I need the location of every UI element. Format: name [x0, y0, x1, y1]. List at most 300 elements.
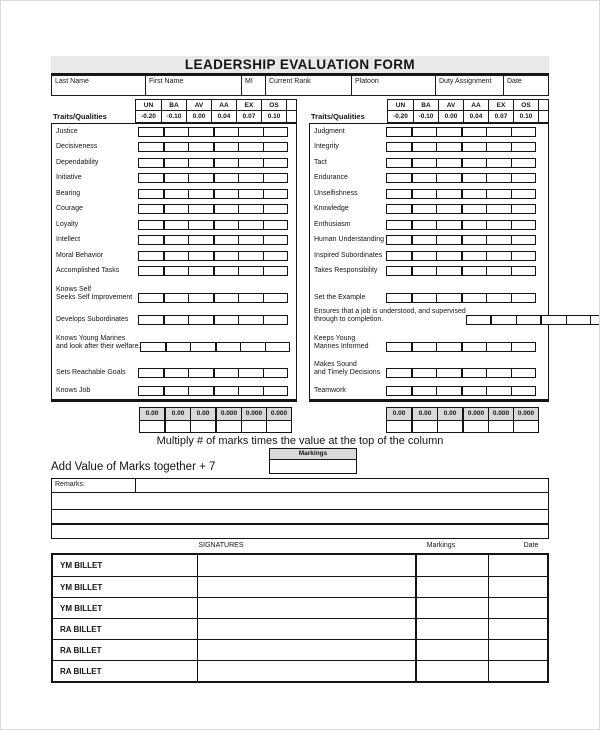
mark-cell[interactable]	[411, 343, 437, 351]
trait-label	[310, 159, 386, 171]
mark-cell[interactable]	[436, 128, 461, 136]
mark-cell[interactable]	[461, 159, 487, 167]
traits-table	[51, 123, 297, 402]
mark-cell[interactable]	[238, 387, 263, 395]
mark-cell[interactable]	[188, 205, 213, 213]
mark-cell[interactable]	[436, 221, 461, 229]
totals-entry-row	[387, 420, 538, 432]
rating-column-header: OS	[261, 100, 286, 110]
signature-row	[53, 660, 547, 681]
signature-cell[interactable]	[198, 555, 417, 576]
mark-cell[interactable]	[238, 128, 263, 136]
mark-cell[interactable]	[163, 190, 189, 198]
mark-cell[interactable]	[263, 205, 288, 213]
mark-cell[interactable]	[387, 343, 411, 351]
date-cell[interactable]	[489, 640, 547, 660]
mark-cell[interactable]	[165, 343, 191, 351]
mark-cell[interactable]	[511, 236, 536, 244]
mark-cell[interactable]	[238, 369, 263, 377]
mark-cell[interactable]	[263, 387, 288, 395]
trait-label	[310, 236, 386, 248]
mark-cell[interactable]	[163, 387, 189, 395]
mark-cell[interactable]	[411, 159, 437, 167]
mark-cell[interactable]	[387, 159, 411, 167]
mark-cell[interactable]	[411, 369, 437, 377]
mark-cell[interactable]	[213, 316, 239, 324]
rating-column-value: 0.10	[513, 111, 538, 122]
mark-cell[interactable]	[516, 316, 541, 324]
total-entry-cell[interactable]	[140, 421, 164, 432]
mark-cell[interactable]	[461, 190, 487, 198]
mark-cell[interactable]	[436, 252, 461, 260]
mark-cell[interactable]	[486, 190, 511, 198]
header-fields-row	[51, 75, 549, 96]
mark-cell[interactable]	[188, 252, 213, 260]
mark-cell[interactable]	[436, 190, 461, 198]
markings-cell[interactable]	[417, 661, 489, 681]
mark-cell[interactable]	[461, 267, 487, 275]
mark-cell[interactable]	[387, 252, 411, 260]
mark-cell[interactable]	[263, 369, 288, 377]
total-value-cell: 0.00	[140, 408, 164, 420]
totals-value-row	[140, 408, 291, 420]
mark-cell[interactable]	[163, 143, 189, 151]
trait-label-line: Knows Young Marines	[56, 335, 126, 342]
mark-cell[interactable]	[238, 267, 263, 275]
signature-cell[interactable]	[198, 661, 417, 681]
rating-column-header: AA	[211, 100, 236, 110]
add-value-row	[51, 448, 549, 475]
remarks-line[interactable]	[52, 525, 548, 538]
trait-label-line: Tact	[314, 158, 327, 166]
rating-column-value: 0.10	[261, 111, 286, 122]
rating-column-header: EX	[236, 100, 261, 110]
mark-cell[interactable]	[486, 205, 511, 213]
mark-cell[interactable]	[411, 267, 437, 275]
mark-cell[interactable]	[163, 369, 189, 377]
mark-cell[interactable]	[139, 128, 163, 136]
mark-cell[interactable]	[461, 143, 487, 151]
date-header-label: Date	[523, 542, 539, 549]
rating-column-value: 0.07	[488, 111, 513, 122]
mark-cell[interactable]	[213, 159, 239, 167]
total-entry-cell[interactable]	[241, 421, 266, 432]
mark-cell[interactable]	[411, 174, 437, 182]
mark-cell[interactable]	[163, 294, 189, 302]
mark-cell[interactable]	[238, 159, 263, 167]
mark-cell[interactable]	[263, 143, 288, 151]
mark-cell[interactable]	[461, 343, 487, 351]
mark-cell[interactable]	[163, 128, 189, 136]
field-label: MI	[245, 78, 253, 85]
mark-cell[interactable]	[387, 128, 411, 136]
mark-cell[interactable]	[486, 236, 511, 244]
mark-cell[interactable]	[213, 294, 239, 302]
header-field-date[interactable]	[504, 75, 549, 96]
mark-cell[interactable]	[215, 343, 241, 351]
signature-cell[interactable]	[198, 619, 417, 639]
mark-cell[interactable]	[411, 128, 437, 136]
mark-cell[interactable]	[511, 128, 536, 136]
mark-cell[interactable]	[490, 316, 516, 324]
mark-cell[interactable]	[387, 143, 411, 151]
mark-cell[interactable]	[461, 128, 487, 136]
trait-label-line: Bearing	[56, 189, 81, 197]
mark-cell[interactable]	[163, 267, 189, 275]
total-entry-cell[interactable]	[462, 421, 488, 432]
trait-label	[310, 174, 386, 186]
mark-cell[interactable]	[213, 236, 239, 244]
mark-cell[interactable]	[139, 221, 163, 229]
header-field-platoon[interactable]	[352, 75, 436, 96]
mark-cell[interactable]	[263, 267, 288, 275]
total-entry-cell[interactable]	[164, 421, 190, 432]
trait-label-line: Intellect	[56, 236, 81, 243]
mark-strip	[138, 235, 288, 245]
mark-cell[interactable]	[139, 205, 163, 213]
signature-row	[53, 576, 547, 597]
mark-cell[interactable]	[240, 343, 265, 351]
mark-cell[interactable]	[387, 221, 411, 229]
total-value-cell: 0.00	[190, 408, 215, 420]
leadership-evaluation-form	[51, 56, 549, 683]
rating-header	[51, 99, 297, 123]
signature-cell[interactable]	[198, 577, 417, 597]
trait-row	[310, 306, 548, 328]
mark-cell[interactable]	[238, 316, 263, 324]
mark-cell[interactable]	[163, 221, 189, 229]
mark-cell[interactable]	[511, 369, 536, 377]
mark-strip	[138, 142, 288, 152]
mark-cell[interactable]	[141, 343, 165, 351]
trait-label-line: Takes Responsibility	[314, 267, 378, 274]
mark-strip	[466, 315, 600, 325]
mark-cell[interactable]	[213, 128, 239, 136]
rating-column-header: BA	[161, 100, 186, 110]
mark-cell[interactable]	[188, 387, 213, 395]
mark-cell[interactable]	[139, 190, 163, 198]
mark-cell[interactable]	[188, 174, 213, 182]
mark-cell[interactable]	[263, 236, 288, 244]
trait-label-line: Develops Subordinates	[56, 316, 129, 323]
date-cell[interactable]	[489, 555, 547, 576]
field-label: Date	[507, 78, 522, 85]
mark-cell[interactable]	[461, 174, 487, 182]
mark-cell[interactable]	[163, 159, 189, 167]
mark-cell[interactable]	[486, 252, 511, 260]
markings-cell[interactable]	[417, 619, 489, 639]
mark-cell[interactable]	[238, 205, 263, 213]
trait-label-line: Marines Informed	[314, 343, 369, 350]
mark-cell[interactable]	[436, 143, 461, 151]
mark-cell[interactable]	[139, 316, 163, 324]
header-field-first-name[interactable]	[146, 75, 242, 96]
mark-cell[interactable]	[511, 174, 536, 182]
mark-strip	[386, 127, 536, 137]
mark-cell[interactable]	[163, 316, 189, 324]
mark-cell[interactable]	[188, 236, 213, 244]
mark-cell[interactable]	[486, 343, 511, 351]
mark-cell[interactable]	[139, 294, 163, 302]
trait-label	[310, 205, 386, 217]
header-field-duty-assignment[interactable]	[436, 75, 504, 96]
rating-column-header: AV	[186, 100, 211, 110]
mark-cell[interactable]	[238, 143, 263, 151]
mark-cell[interactable]	[139, 252, 163, 260]
remarks-line[interactable]	[52, 493, 548, 510]
mark-cell[interactable]	[511, 205, 536, 213]
total-entry-cell[interactable]	[215, 421, 241, 432]
mark-cell[interactable]	[163, 205, 189, 213]
mark-cell[interactable]	[436, 267, 461, 275]
mark-cell[interactable]	[139, 369, 163, 377]
total-entry-cell[interactable]	[266, 421, 291, 432]
mark-cell[interactable]	[486, 221, 511, 229]
field-label: Last Name	[55, 78, 89, 85]
trait-label	[52, 205, 138, 217]
mark-cell[interactable]	[411, 252, 437, 260]
mark-cell[interactable]	[263, 128, 288, 136]
mark-cell[interactable]	[461, 294, 487, 302]
mark-cell[interactable]	[238, 252, 263, 260]
mark-cell[interactable]	[511, 294, 536, 302]
rating-column-header: UN	[143, 102, 154, 109]
mark-cell[interactable]	[436, 205, 461, 213]
mark-cell[interactable]	[139, 236, 163, 244]
mark-cell[interactable]	[139, 267, 163, 275]
mark-cell[interactable]	[213, 387, 239, 395]
mark-cell[interactable]	[263, 294, 288, 302]
mark-cell[interactable]	[511, 343, 536, 351]
totals-entry-row	[140, 420, 291, 432]
date-cell[interactable]	[489, 661, 547, 681]
mark-cell[interactable]	[188, 143, 213, 151]
mark-cell[interactable]	[461, 236, 487, 244]
mark-cell[interactable]	[238, 294, 263, 302]
markings-cell[interactable]	[417, 640, 489, 660]
mark-strip	[386, 235, 536, 245]
mark-cell[interactable]	[387, 205, 411, 213]
mark-cell[interactable]	[436, 387, 461, 395]
mark-cell[interactable]	[188, 190, 213, 198]
trait-row	[310, 217, 548, 233]
signature-row	[53, 639, 547, 660]
trait-row	[52, 233, 296, 249]
mark-cell[interactable]	[213, 267, 239, 275]
mark-cell[interactable]	[461, 387, 487, 395]
mark-cell[interactable]	[486, 294, 511, 302]
mark-cell[interactable]	[436, 343, 461, 351]
mark-cell[interactable]	[411, 205, 437, 213]
mark-cell[interactable]	[263, 221, 288, 229]
markings-cell[interactable]	[417, 598, 489, 618]
mark-cell[interactable]	[213, 190, 239, 198]
header-field-current-rank[interactable]	[266, 75, 352, 96]
mark-cell[interactable]	[436, 159, 461, 167]
mark-cell[interactable]	[566, 316, 591, 324]
mark-cell[interactable]	[436, 294, 461, 302]
mark-cell[interactable]	[188, 221, 213, 229]
mark-cell[interactable]	[461, 221, 487, 229]
markings-cell[interactable]	[417, 577, 489, 597]
total-value-cell: 0.000	[488, 408, 513, 420]
mark-cell[interactable]	[387, 369, 411, 377]
mark-cell[interactable]	[511, 190, 536, 198]
mark-cell[interactable]	[139, 143, 163, 151]
mark-cell[interactable]	[411, 221, 437, 229]
rating-column-header: UN	[395, 102, 406, 109]
mark-cell[interactable]	[139, 159, 163, 167]
mark-cell[interactable]	[486, 387, 511, 395]
mark-cell[interactable]	[190, 343, 215, 351]
mark-cell[interactable]	[163, 252, 189, 260]
mark-cell[interactable]	[411, 387, 437, 395]
mark-cell[interactable]	[263, 252, 288, 260]
trait-label-line: Endurance	[314, 174, 348, 181]
total-entry-cell[interactable]	[488, 421, 513, 432]
total-entry-cell[interactable]	[190, 421, 215, 432]
mark-cell[interactable]	[188, 267, 213, 275]
mark-cell[interactable]	[411, 190, 437, 198]
mark-cell[interactable]	[213, 252, 239, 260]
header-field-last-name[interactable]	[51, 75, 146, 96]
total-entry-cell[interactable]	[387, 421, 411, 432]
mark-cell[interactable]	[387, 387, 411, 395]
mark-cell[interactable]	[188, 369, 213, 377]
totals-value-row	[387, 408, 538, 420]
mark-cell[interactable]	[263, 159, 288, 167]
mark-cell[interactable]	[213, 369, 239, 377]
trait-label-line: and Timely Decisions	[314, 369, 381, 376]
rating-column-value: 0.07	[236, 111, 261, 122]
trait-label	[52, 174, 138, 186]
remarks-label: Remarks:	[52, 479, 136, 492]
total-entry-cell[interactable]	[513, 421, 538, 432]
mark-cell[interactable]	[238, 190, 263, 198]
date-cell[interactable]	[489, 619, 547, 639]
mark-cell[interactable]	[263, 174, 288, 182]
signature-cell[interactable]	[198, 598, 417, 618]
mark-cell[interactable]	[511, 267, 536, 275]
mark-cell[interactable]	[387, 267, 411, 275]
mark-cell[interactable]	[411, 236, 437, 244]
mark-cell[interactable]	[486, 267, 511, 275]
mark-cell[interactable]	[163, 236, 189, 244]
trait-row	[52, 264, 296, 280]
mark-strip	[138, 266, 288, 276]
mark-cell[interactable]	[511, 387, 536, 395]
mark-cell[interactable]	[238, 221, 263, 229]
mark-cell[interactable]	[213, 205, 239, 213]
signature-row	[53, 555, 547, 576]
trait-label	[52, 335, 140, 355]
header-field-mi[interactable]	[242, 75, 266, 96]
mark-cell[interactable]	[511, 221, 536, 229]
mark-cell[interactable]	[163, 174, 189, 182]
mark-cell[interactable]	[265, 343, 290, 351]
mark-cell[interactable]	[511, 143, 536, 151]
trait-label	[52, 387, 138, 399]
mark-strip	[138, 127, 288, 137]
billet-label-cell: RA BILLET	[53, 640, 198, 660]
mark-cell[interactable]	[486, 159, 511, 167]
mark-cell[interactable]	[461, 369, 487, 377]
mark-cell[interactable]	[511, 252, 536, 260]
trait-row	[310, 381, 548, 399]
mark-cell[interactable]	[486, 369, 511, 377]
mark-cell[interactable]	[461, 252, 487, 260]
trait-label-line: Knows Self	[56, 286, 92, 293]
mark-cell[interactable]	[411, 294, 437, 302]
trait-row	[310, 124, 548, 140]
mark-cell[interactable]	[436, 236, 461, 244]
mark-cell[interactable]	[387, 294, 411, 302]
trait-row	[52, 328, 296, 355]
mark-cell[interactable]	[238, 174, 263, 182]
mark-cell[interactable]	[263, 190, 288, 198]
date-cell[interactable]	[489, 598, 547, 618]
total-value-cell: 0.00	[387, 408, 411, 420]
mark-cell[interactable]	[139, 387, 163, 395]
mark-cell[interactable]	[387, 190, 411, 198]
mark-cell[interactable]	[411, 143, 437, 151]
mark-cell[interactable]	[139, 174, 163, 182]
rating-scale-row	[135, 99, 297, 111]
mark-cell[interactable]	[461, 205, 487, 213]
signature-cell[interactable]	[198, 640, 417, 660]
mark-cell[interactable]	[188, 159, 213, 167]
mark-cell[interactable]	[486, 174, 511, 182]
trait-label-line: Integrity	[314, 143, 339, 150]
billet-label-cell: YM BILLET	[53, 555, 198, 576]
mark-cell[interactable]	[188, 128, 213, 136]
trait-label-line: Human Understanding	[314, 236, 385, 243]
date-cell[interactable]	[489, 577, 547, 597]
mark-cell[interactable]	[213, 174, 239, 182]
trait-label-line: Set the Example	[314, 294, 366, 301]
remarks-line[interactable]	[136, 479, 548, 492]
mark-cell[interactable]	[213, 221, 239, 229]
trait-label-line: through to completion.	[314, 316, 384, 323]
mark-cell[interactable]	[387, 236, 411, 244]
trait-row	[52, 355, 296, 381]
remarks-box	[51, 478, 549, 539]
markings-box-value[interactable]	[270, 460, 356, 473]
trait-label-line: Judgment	[314, 127, 345, 135]
mark-cell[interactable]	[590, 316, 600, 324]
mark-cell[interactable]	[213, 143, 239, 151]
mark-cell[interactable]	[263, 316, 288, 324]
mark-cell[interactable]	[436, 369, 461, 377]
mark-cell[interactable]	[511, 159, 536, 167]
mark-cell[interactable]	[486, 143, 511, 151]
mark-cell[interactable]	[467, 316, 491, 324]
remarks-line[interactable]	[52, 510, 548, 525]
mark-cell[interactable]	[238, 236, 263, 244]
total-entry-cell[interactable]	[411, 421, 437, 432]
mark-cell[interactable]	[188, 316, 213, 324]
mark-cell[interactable]	[387, 174, 411, 182]
total-entry-cell[interactable]	[437, 421, 462, 432]
mark-cell[interactable]	[486, 128, 511, 136]
markings-cell[interactable]	[417, 555, 489, 576]
mark-cell[interactable]	[188, 294, 213, 302]
trait-label	[310, 335, 386, 355]
mark-cell[interactable]	[436, 174, 461, 182]
mark-cell[interactable]	[540, 316, 566, 324]
billet-label-cell: YM BILLET	[53, 598, 198, 618]
signature-row	[53, 597, 547, 618]
